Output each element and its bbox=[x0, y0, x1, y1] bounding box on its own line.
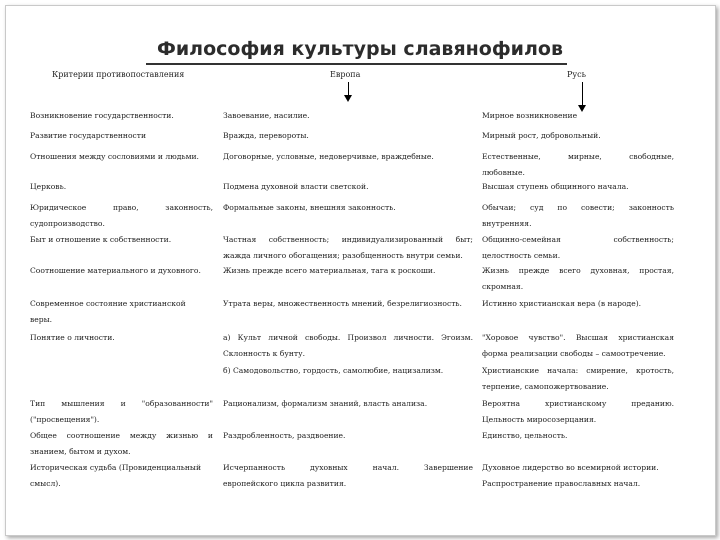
cell-c2-line: Завоевание, насилие. bbox=[223, 111, 310, 120]
cell-c2-line: Вражда, перевороты. bbox=[223, 131, 309, 140]
cell-c3-line: Высшая ступень общинного начала. bbox=[482, 182, 629, 191]
cell-c3-line: Мирный рост, добровольный. bbox=[482, 131, 601, 140]
cell-c1-line: Отношения между сословиями и людьми. bbox=[30, 152, 199, 161]
cell-c2-line: Исчерпанность духовных начал. Завершение bbox=[223, 463, 473, 472]
cell-c3-line: "Хоровое чувство". Высшая христианская bbox=[482, 333, 674, 342]
cell-c3-line: любовные. bbox=[482, 168, 525, 177]
cell-c1-line: Современное состояние христианской bbox=[30, 299, 186, 308]
cell-c3-line: Духовное лидерство во всемирной истории. bbox=[482, 463, 659, 472]
arrow-down-icon bbox=[348, 82, 349, 96]
page-title: Философия культуры славянофилов bbox=[157, 38, 563, 60]
cell-c2-line: Раздробленность, раздвоение. bbox=[223, 431, 346, 440]
cell-c3-line: форма реализации свободы – самоотречение. bbox=[482, 349, 666, 358]
cell-c1-line: Церковь. bbox=[30, 182, 67, 191]
cell-c3-line: Распространение православных начал. bbox=[482, 479, 641, 488]
cell-c3-line: Цельность миросозерцания. bbox=[482, 415, 597, 424]
cell-c1-line: Соотношение материального и духовного. bbox=[30, 266, 201, 275]
cell-c1-line: Тип мышления и "образованности" bbox=[30, 399, 213, 408]
cell-c1-line: Возникновение государственности. bbox=[30, 111, 174, 120]
cell-c3-line: терпение, самопожертвование. bbox=[482, 382, 609, 391]
cell-c2-line: Жизнь прежде всего материальная, тага к роскоши. bbox=[223, 266, 436, 275]
cell-c3-line: Вероятна христианскому преданию. bbox=[482, 399, 674, 408]
header-criteria: Критерии противопоставления bbox=[52, 70, 185, 79]
cell-c3-line: Естественные, мирные, свободные, bbox=[482, 152, 674, 161]
header-europe: Европа bbox=[330, 70, 361, 79]
cell-c3-line: Истинно христианская вера (в народе). bbox=[482, 299, 642, 308]
cell-c3-line: Жизнь прежде всего духовная, простая, bbox=[482, 266, 674, 275]
title-underline bbox=[146, 63, 567, 65]
cell-c1-line: Быт и отношение к собственности. bbox=[30, 235, 172, 244]
cell-c2-line: а) Культ личной свободы. Произвол личности. Эгоизм. bbox=[223, 333, 473, 342]
cell-c1-line: веры. bbox=[30, 315, 53, 324]
cell-c2-line: европейского цикла развития. bbox=[223, 479, 347, 488]
arrow-down-icon bbox=[582, 82, 583, 106]
cell-c1-line: Понятие о личности. bbox=[30, 333, 115, 342]
cell-c2-line: Формальные законы, внешняя законность. bbox=[223, 203, 396, 212]
cell-c3-line: Мирное возникновение bbox=[482, 111, 578, 120]
cell-c1-line: Общее соотношение между жизнью и bbox=[30, 431, 213, 440]
cell-c1-line: Развитие государственности bbox=[30, 131, 147, 140]
header-rus: Русь bbox=[567, 70, 586, 79]
cell-c2-line: б) Самодовольство, гордость, самолюбие, нацизализм. bbox=[223, 366, 444, 375]
cell-c2-line: Утрата веры, множественность мнений, безрелигиозность. bbox=[223, 299, 462, 308]
cell-c2-line: Договорные, условные, недоверчивые, враждебные. bbox=[223, 152, 434, 161]
cell-c1-line: смысл). bbox=[30, 479, 61, 488]
cell-c2-line: Склонность к бунту. bbox=[223, 349, 305, 358]
cell-c1-line: Юридическое право, законность, bbox=[30, 203, 213, 212]
cell-c2-line: Рационализм, формализм знаний, власть анализа. bbox=[223, 399, 428, 408]
cell-c2-line: жажда личного обогащения; разобщенность внутри семьи. bbox=[223, 251, 463, 260]
cell-c3-line: целостность семьи. bbox=[482, 251, 561, 260]
cell-c3-line: Христианские начала: смирение, кротость, bbox=[482, 366, 674, 375]
cell-c3-line: внутренняя. bbox=[482, 219, 532, 228]
cell-c1-line: знанием, бытом и духом. bbox=[30, 447, 131, 456]
cell-c2-line: Подмена духовной власти светской. bbox=[223, 182, 369, 191]
cell-c1-line: ("просвещения"). bbox=[30, 415, 100, 424]
cell-c1-line: Историческая судьба (Провиденциальный bbox=[30, 463, 202, 472]
cell-c3-line: скромная. bbox=[482, 282, 524, 291]
cell-c3-line: Общинно-семейная собственность; bbox=[482, 235, 674, 244]
cell-c3-line: Единство, цельность. bbox=[482, 431, 568, 440]
cell-c2-line: Частная собственность; индивидуализированный быт; bbox=[223, 235, 473, 244]
cell-c3-line: Обычаи; суд по совести; законность bbox=[482, 203, 674, 212]
cell-c1-line: судопроизводство. bbox=[30, 219, 105, 228]
